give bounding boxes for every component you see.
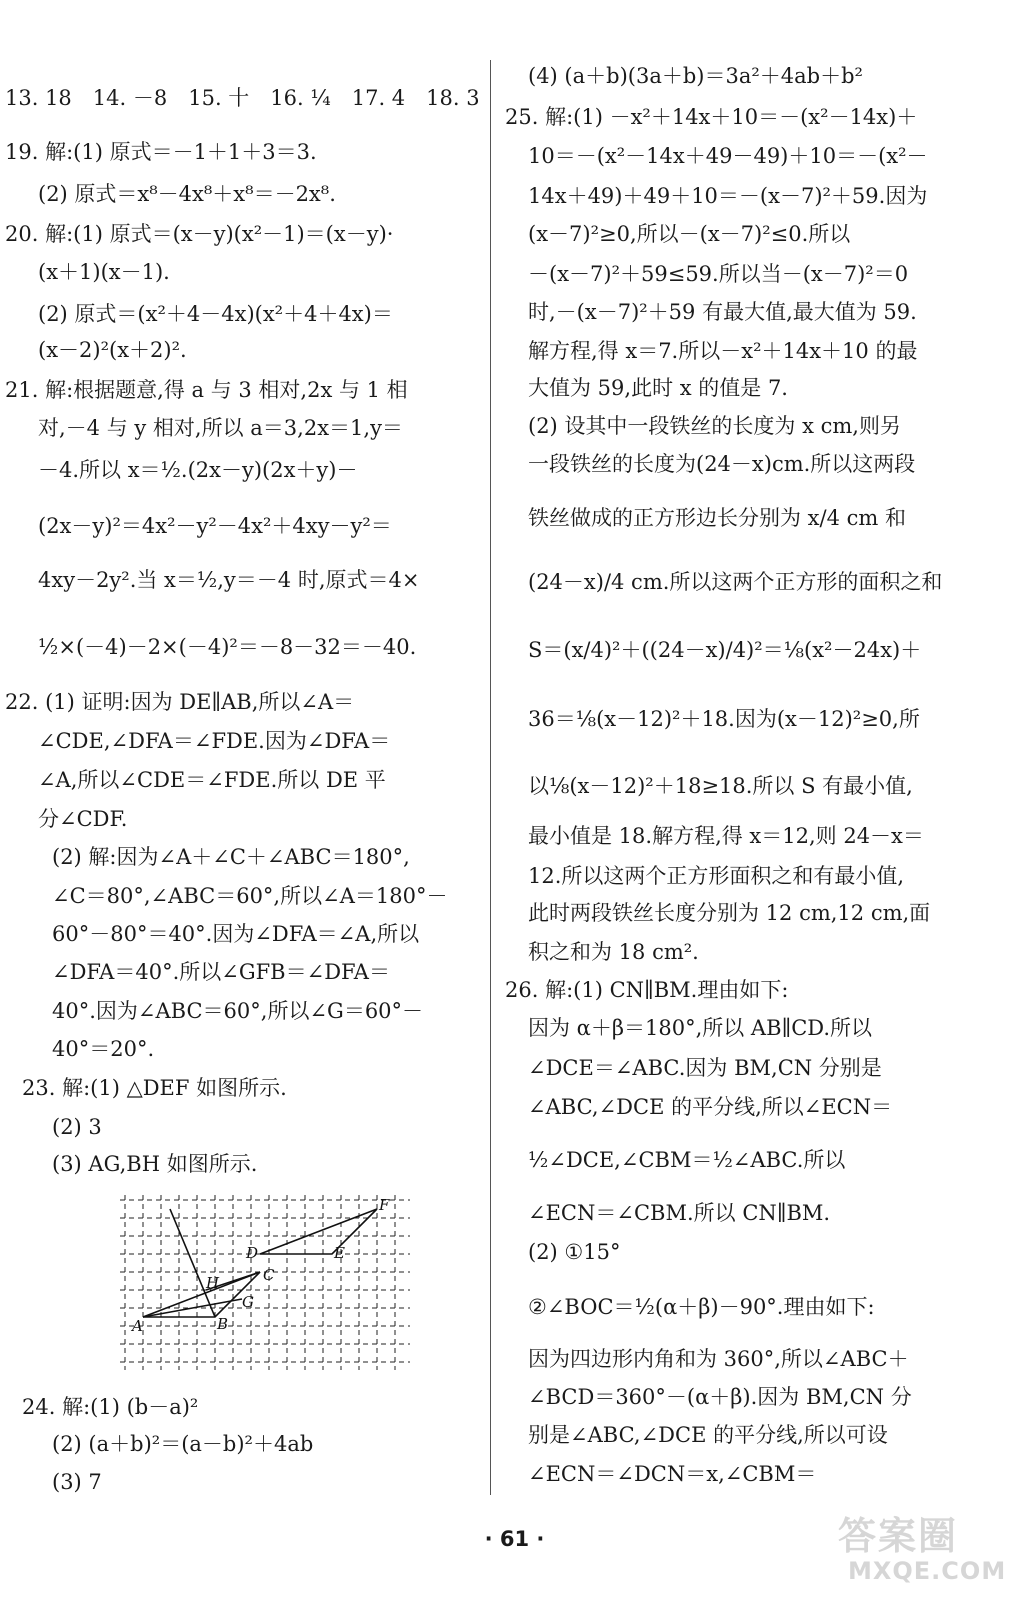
answer-line: 因为四边形内角和为 360°,所以∠ABC＋ (528, 1347, 909, 1371)
answer-line: 积之和为 18 cm². (528, 940, 699, 964)
answer-line: 21. 解:根据题意,得 a 与 3 相对,2x 与 1 相 (5, 378, 408, 402)
answer-line: 对,－4 与 y 相对,所以 a＝3,2x＝1,y＝ (38, 416, 403, 440)
column-divider (490, 60, 491, 1495)
answer-line: ∠ECN＝∠DCN＝x,∠CBM＝ (528, 1462, 817, 1486)
answer-line: (2) 原式＝x⁸－4x⁸＋x⁸＝－2x⁸. (38, 182, 336, 206)
answer-line: 4xy－2y².当 x＝½,y＝－4 时,原式＝4× (38, 568, 420, 592)
answer-line: 14x＋49)＋49＋10＝－(x－7)²＋59.因为 (528, 184, 928, 208)
answer-line: ∠CDE,∠DFA＝∠FDE.因为∠DFA＝ (38, 729, 391, 753)
answer-line: 24. 解:(1) (b－a)² (22, 1395, 199, 1419)
answer-line: ∠A,所以∠CDE＝∠FDE.所以 DE 平 (38, 768, 386, 792)
answer-line: 别是∠ABC,∠DCE 的平分线,所以可设 (528, 1423, 888, 1447)
point-label-a: A (132, 1317, 143, 1335)
answer-line: ∠ECN＝∠CBM.所以 CN∥BM. (528, 1201, 831, 1225)
answer-line: ½∠DCE,∠CBM＝½∠ABC.所以 (528, 1148, 846, 1172)
point-label-e: E (334, 1244, 345, 1262)
answer-line: (3) 7 (52, 1470, 102, 1494)
page-number: · 61 · (484, 1527, 545, 1551)
answer-line: 25. 解:(1) －x²＋14x＋10＝－(x²－14x)＋ (505, 105, 918, 129)
answer-line: 以⅛(x－12)²＋18≥18.所以 S 有最小值, (528, 774, 913, 798)
answer-line: 13. 18 14. －8 15. 十 16. ¼ 17. 4 18. 3 (5, 86, 480, 110)
answer-line: ∠DFA＝40°.所以∠GFB＝∠DFA＝ (52, 960, 390, 984)
answer-line: (3) AG,BH 如图所示. (52, 1152, 258, 1176)
point-label-c: C (263, 1266, 275, 1284)
answer-line: 因为 α＋β＝180°,所以 AB∥CD.所以 (528, 1016, 873, 1040)
point-label-h: H (206, 1274, 220, 1292)
segment-bh (170, 1209, 215, 1317)
answer-line: (x－2)²(x＋2)². (38, 338, 187, 362)
answer-line: 23. 解:(1) △DEF 如图所示. (22, 1076, 287, 1100)
answer-line: 60°－80°＝40°.因为∠DFA＝∠A,所以 (52, 922, 420, 946)
answer-line: ∠BCD＝360°－(α＋β).因为 BM,CN 分 (528, 1385, 912, 1409)
answer-line: (24－x)/4 cm.所以这两个正方形的面积之和 (528, 570, 943, 594)
answer-line: 10＝－(x²－14x＋49－49)＋10＝－(x²－ (528, 144, 928, 168)
answer-line: ②∠BOC＝½(α＋β)－90°.理由如下: (528, 1295, 875, 1319)
point-label-f: F (379, 1196, 390, 1214)
answer-line: 26. 解:(1) CN∥BM.理由如下: (505, 978, 789, 1002)
watermark-cn: 答案圈 (838, 1514, 959, 1558)
answer-line: (x＋1)(x－1). (38, 260, 170, 284)
answer-line: ∠C＝80°,∠ABC＝60°,所以∠A＝180°－ (52, 884, 448, 908)
answer-line: －4.所以 x＝½.(2x－y)(2x＋y)－ (38, 458, 358, 482)
answer-line: 40°.因为∠ABC＝60°,所以∠G＝60°－ (52, 999, 424, 1023)
answer-line: (2) ①15° (528, 1240, 621, 1264)
answer-line: (2) 解:因为∠A＋∠C＋∠ABC＝180°, (52, 845, 410, 869)
answer-line: 此时两段铁丝长度分别为 12 cm,12 cm,面 (528, 901, 931, 925)
grid-figure (120, 1195, 410, 1370)
answer-line: (2) 3 (52, 1115, 102, 1139)
answer-line: (2) 原式＝(x²＋4－4x)(x²＋4＋4x)＝ (38, 302, 393, 326)
answer-line: 大值为 59,此时 x 的值是 7. (528, 376, 788, 400)
answer-line: 解方程,得 x＝7.所以－x²＋14x＋10 的最 (528, 339, 918, 363)
watermark-en: MXQE.COM (848, 1557, 1007, 1585)
point-label-d: D (246, 1244, 259, 1262)
answer-line: 时,－(x－7)²＋59 有最大值,最大值为 59. (528, 300, 917, 324)
answer-line: 36＝⅛(x－12)²＋18.因为(x－12)²≥0,所 (528, 707, 920, 731)
answer-line: (2x－y)²＝4x²－y²－4x²＋4xy－y²＝ (38, 514, 392, 538)
answer-line: (2) 设其中一段铁丝的长度为 x cm,则另 (528, 414, 901, 438)
answer-line: 20. 解:(1) 原式＝(x－y)(x²－1)＝(x－y)· (5, 222, 394, 246)
watermark-logo (828, 1505, 1023, 1595)
answer-line: S＝(x/4)²＋((24－x)/4)²＝⅛(x²－24x)＋ (528, 638, 922, 662)
answer-line: (4) (a＋b)(3a＋b)＝3a²＋4ab＋b² (528, 64, 863, 88)
answer-line: ∠DCE＝∠ABC.因为 BM,CN 分别是 (528, 1056, 882, 1080)
answer-line: －(x－7)²＋59≤59.所以当－(x－7)²＝0 (528, 262, 909, 286)
answer-line: ½×(－4)－2×(－4)²＝－8－32＝－40. (38, 635, 417, 659)
answer-line: 一段铁丝的长度为(24－x)cm.所以这两段 (528, 452, 916, 476)
answer-line: 40°＝20°. (52, 1037, 155, 1061)
answer-line: 分∠CDF. (38, 807, 128, 831)
answer-line: (2) (a＋b)²＝(a－b)²＋4ab (52, 1432, 314, 1456)
figure-lines (143, 1209, 377, 1317)
answer-line: 12.所以这两个正方形面积之和有最小值, (528, 864, 905, 888)
point-label-g: G (242, 1293, 254, 1311)
answer-line: (x－7)²≥0,所以－(x－7)²≤0.所以 (528, 222, 851, 246)
answer-line: 22. (1) 证明:因为 DE∥AB,所以∠A＝ (5, 690, 355, 714)
answer-line: 最小值是 18.解方程,得 x＝12,则 24－x＝ (528, 824, 924, 848)
point-label-b: B (217, 1315, 229, 1333)
answer-line: ∠ABC,∠DCE 的平分线,所以∠ECN＝ (528, 1095, 893, 1119)
answer-line: 铁丝做成的正方形边长分别为 x/4 cm 和 (528, 506, 906, 530)
answer-line: 19. 解:(1) 原式＝－1＋1＋3＝3. (5, 140, 317, 164)
